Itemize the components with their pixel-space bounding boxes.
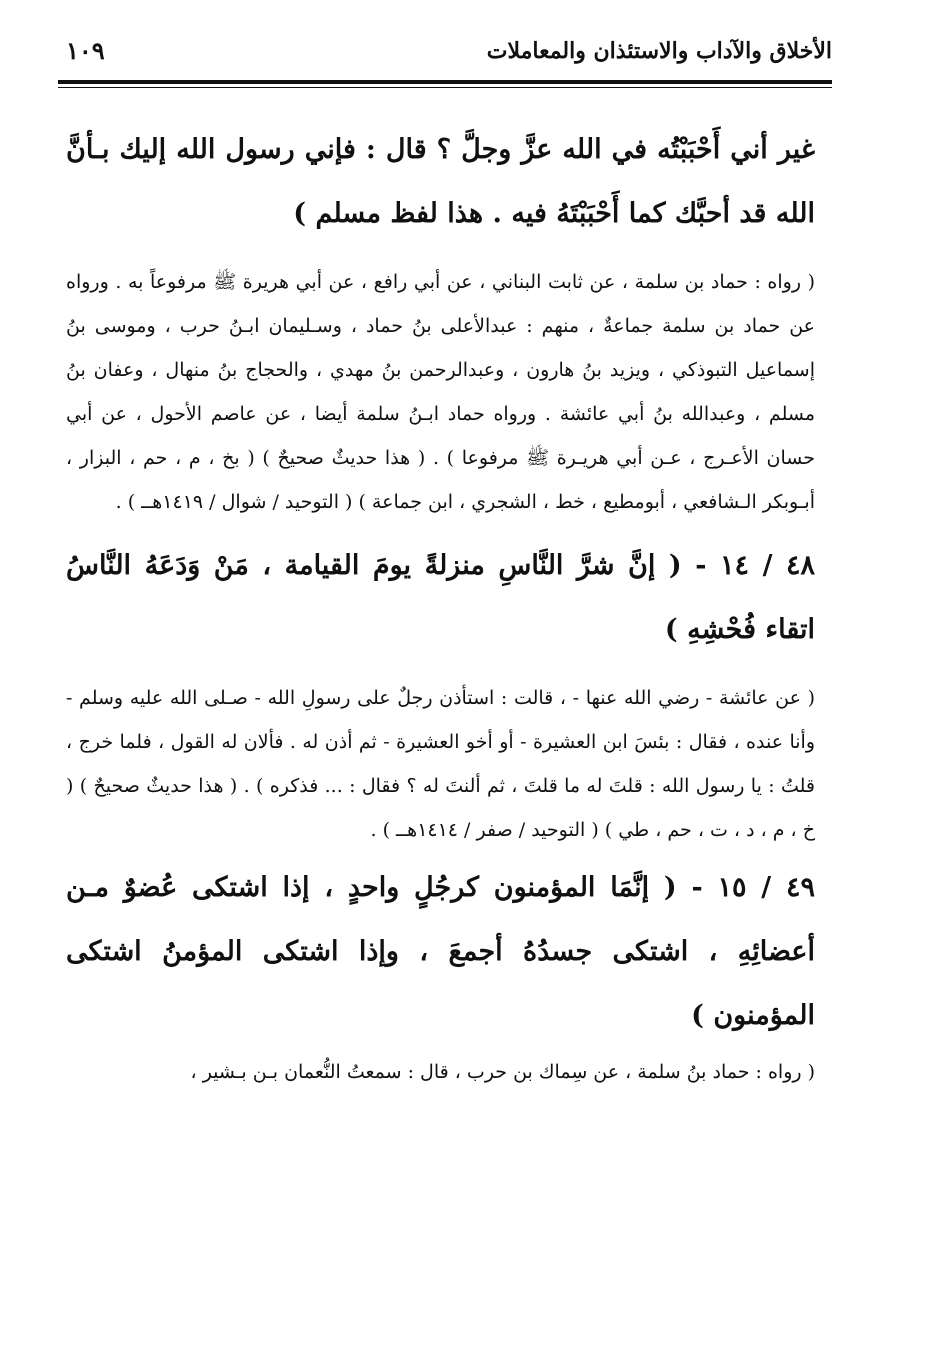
hadith-text: ٤٩ / ١٥ - ( إنَّمَا المؤمنون كرجُلٍ واحدٍ ، إذا اشتكى عُضوٌ مـن أعضائِهِ ، اشتكى جسدُهُ أجمعَ ، وإذا اشتكى المؤمنُ اشتكى المؤمنون ) — [66, 872, 815, 1031]
hadith-text: غير أني أَحْبَبْتُه في الله عزَّ وجلَّ ؟ قال : فإني رسول الله إليك بـأنَّ الله قد أحبَّك كما أَحْبَبْتَهُ فيه . هذا لفظ مسلم ) — [66, 134, 815, 229]
header-rule-thick — [58, 80, 832, 84]
page-header — [58, 30, 832, 78]
takhrij-text: ( عن عائشة - رضي الله عنها - ، قالت : استأذن رجلٌ على رسولِ الله - صـلى الله عليه وسلم - وأنا عنده ، فقال : بئسَ ابن العشيرة - أو أخو العشيرة - ثم أذن له . فألان له القول ، فلما خرج ، قلتُ : يا رسول الله : قلتَ له ما قلتَ ، ثم ألنتَ له ؟ فقال : ... فذكره ) . ( هذا حديثٌ صحيحٌ ) ( خ ، م ، د ، ت ، حم ، طي ) ( التوحيد / صفر / ١٤١٤هــ ) . — [66, 687, 816, 841]
takhrij-text: ( رواه : حماد بن سلمة ، عن ثابت البناني ، عن أبي رافع ، عن أبي هريرة ﷺ مرفوعاً به . ورواه عن حماد بن سلمة جماعةٌ ، منهم : عبدالأعلى بنُ حماد ، وسـليمان ابـنُ حرب ، وموسى بنُ إسماعيل التبوذكي ، ويزيد بنُ هارون ، وعبدالرحمن بنُ مهدي ، والحجاج بنُ منهال ، وعفان بنُ مسلم ، وعبدالله بنُ أبي عائشة . ورواه حماد ابـنُ سلمة أيضا ، عن عاصم الأحول ، عن أبي حسان الأعـرج ، عـن أبي هريـرة ﷺ مرفوعا ) . ( هذا حديثٌ صحيحٌ ) ( بخ ، م ، حم ، البزار ، أبـوبكر الـشافعي ، أبومطيع ، خط ، الشجري ، ابن جماعة ) ( التوحيد / شوال / ١٤١٩هــ ) . — [66, 271, 815, 513]
takhrij-text: ( رواه : حماد بنُ سلمة ، عن سِماك بن حرب ، قال : سمعتُ النُّعمان بـن بـشير ، — [190, 1061, 815, 1083]
running-title: الأخلاق والآداب والاستئذان والمعاملات — [486, 38, 832, 64]
page-body — [66, 118, 815, 1094]
header-rule-thin — [58, 87, 832, 88]
hadith-text: ٤٨ / ١٤ - ( إنَّ شرَّ النَّاسِ منزلةً يومَ القيامة ، مَنْ وَدَعَهُ النَّاسُ اتقاء فُحْشِهِ ) — [66, 550, 815, 645]
page-number: ١٠٩ — [66, 36, 105, 65]
